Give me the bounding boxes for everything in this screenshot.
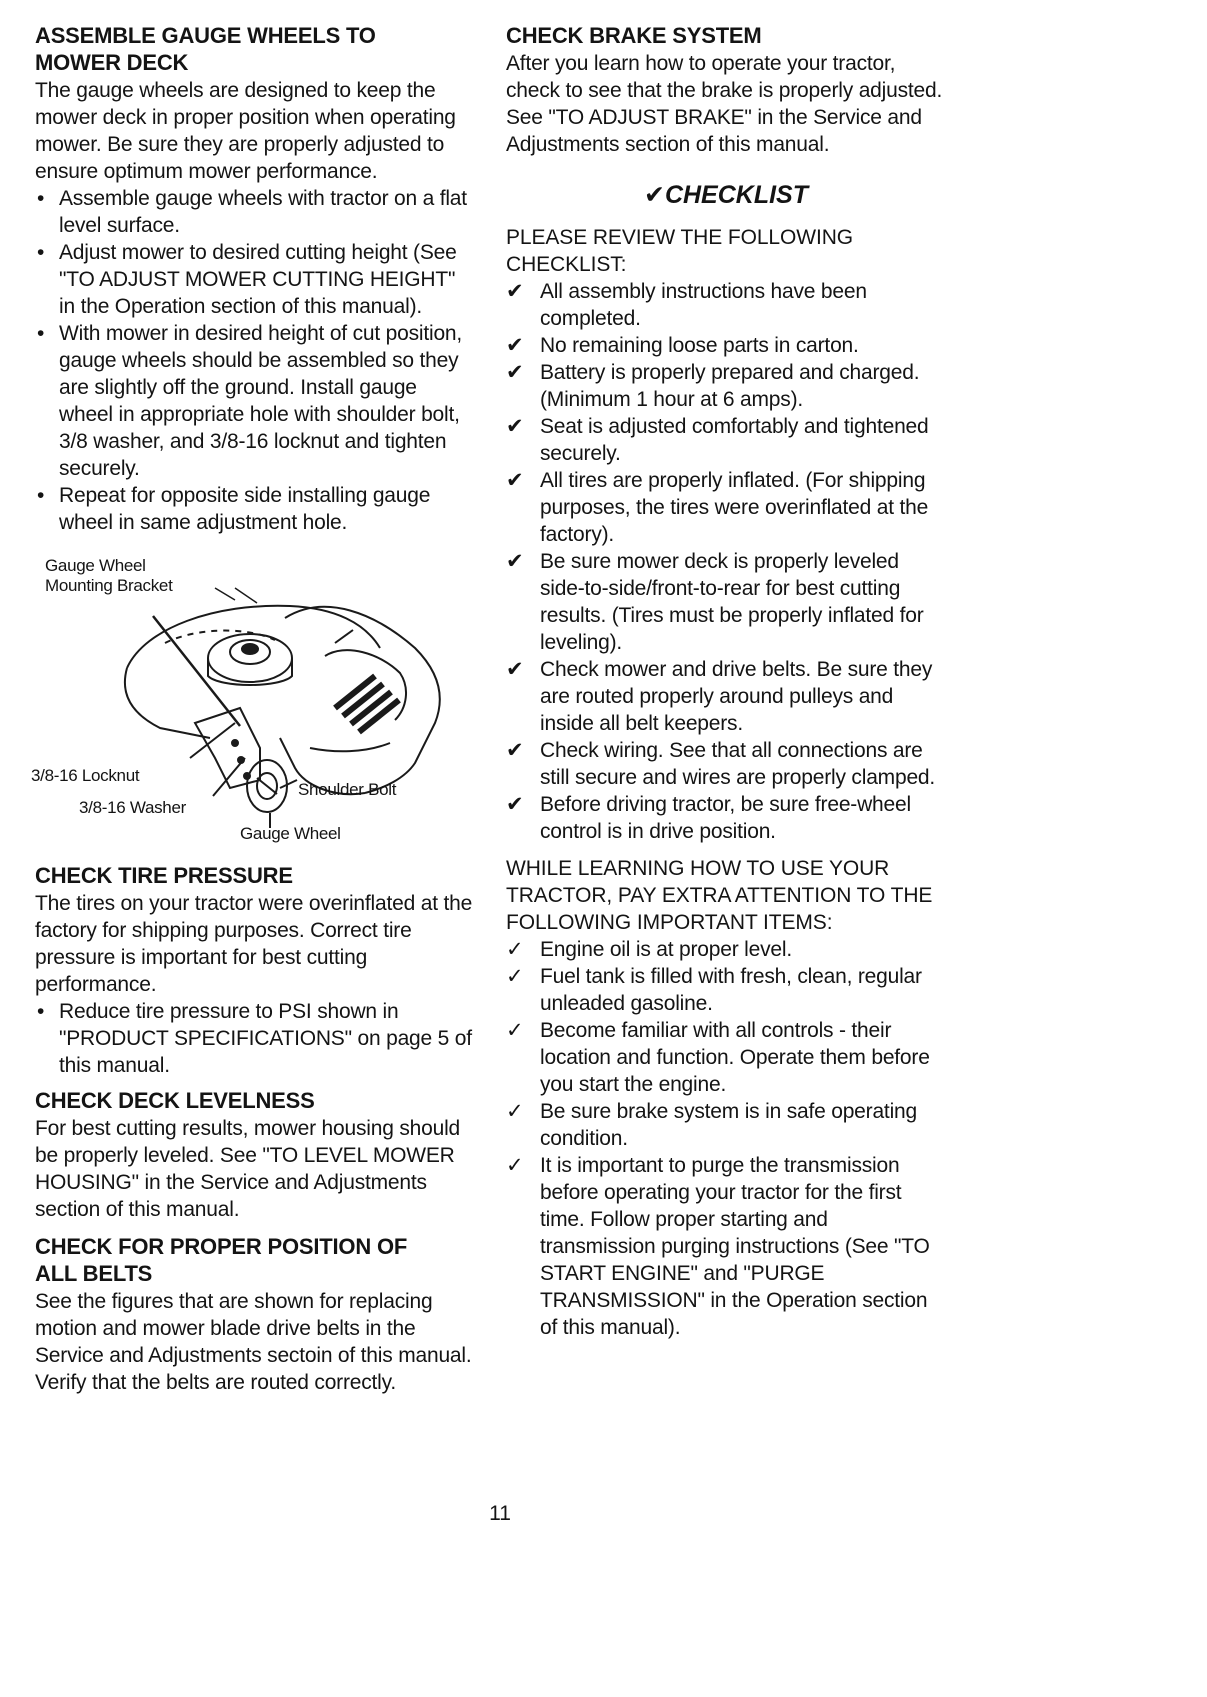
gauge-wheels-intro: The gauge wheels are designed to keep the mower deck in proper position when operating mower. Be sure they are properly adjusted to ensure optimum mower performance.: [35, 79, 456, 183]
learning-intro: WHILE LEARNING HOW TO USE YOUR TRACTOR, PAY EXTRA ATTENTION TO THE FOLLOWING IMPORTANT ITEMS:: [506, 857, 933, 934]
list-item: ✓ Fuel tank is filled with fresh, clean, regular unleaded gasoline.: [506, 965, 922, 1015]
list-item: ✔ Check wiring. See that all connections are still secure and wires are properly clamped.: [506, 739, 936, 789]
check-mark-icon: ✔: [506, 550, 524, 573]
check-mark-icon: ✔: [506, 334, 524, 357]
check-mark-icon: ✔: [506, 469, 524, 492]
list-item: ✔ All tires are properly inflated. (For shipping purposes, the tires were overinflated at the factory).: [506, 469, 929, 546]
list-item: • With mower in desired height of cut position, gauge wheels should be assembled so they are slightly off the ground. Install gauge wheel in appropriate hole with shoulder bolt, 3/8 washer, and 3/8-16 locknut and tighten securely.: [37, 322, 463, 480]
check-mark-icon: ✔: [643, 181, 665, 209]
tick-icon: ✓: [506, 1019, 524, 1042]
tire-pressure-steps: [35, 998, 475, 1079]
check-mark-icon: ✔: [506, 658, 524, 681]
tick-icon: ✓: [506, 1100, 524, 1123]
list-item: ✔ Be sure mower deck is properly leveled side-to-side/front-to-rear for best cutting results. (Tires must be properly inflated for leveling).: [506, 550, 924, 654]
figure-label-wheel: Gauge Wheel: [240, 824, 341, 843]
figure-label-washer: 3/8-16 Washer: [79, 798, 186, 817]
figure-label-bolt: Shoulder Bolt: [298, 780, 397, 799]
check-mark-icon: ✔: [506, 415, 524, 438]
check-mark-icon: ✔: [506, 280, 524, 303]
list-item: • Assemble gauge wheels with tractor on a flat level surface.: [37, 187, 467, 237]
checklist-title: ✔CHECKLIST: [643, 181, 808, 209]
page-number: 11: [489, 1502, 511, 1525]
bullet-icon: •: [37, 241, 45, 264]
checklist-intro: PLEASE REVIEW THE FOLLOWING CHECKLIST:: [506, 226, 853, 276]
list-item: ✔ Battery is properly prepared and charged. (Minimum 1 hour at 6 amps).: [506, 361, 920, 411]
deck-levelness-body: For best cutting results, mower housing should be properly leveled. See "TO LEVEL MOWER HOUSING" in the Service and Adjustments section of this manual.: [35, 1117, 461, 1221]
list-item: • Repeat for opposite side installing gauge wheel in same adjustment hole.: [37, 484, 431, 534]
gauge-wheels-heading: ASSEMBLE GAUGE WHEELS TO MOWER DECK: [35, 23, 376, 75]
list-item: ✓ Be sure brake system is in safe operating condition.: [506, 1100, 917, 1150]
tire-pressure-body: The tires on your tractor were overinflated at the factory for shipping purposes. Correct tire pressure is important for best cutting performance.: [35, 892, 473, 996]
check-mark-icon: ✔: [506, 361, 524, 384]
list-item: • Adjust mower to desired cutting height (See "TO ADJUST MOWER CUTTING HEIGHT" in the Operation section of this manual).: [37, 241, 457, 318]
bullet-icon: •: [37, 187, 45, 210]
list-item: ✓ It is important to purge the transmission before operating your tractor for the first time. Follow proper starting and transmission purging instructions (See "TO START ENGINE" and "PURGE TRANSMISSION" in the Operation section of this manual).: [506, 1154, 930, 1339]
list-item: ✔ Seat is adjusted comfortably and tightened securely.: [506, 415, 929, 465]
tick-icon: ✓: [506, 965, 524, 988]
deck-levelness-heading: CHECK DECK LEVELNESS: [35, 1088, 315, 1113]
belts-heading: CHECK FOR PROPER POSITION OF ALL BELTS: [35, 1234, 408, 1286]
list-item: • Reduce tire pressure to PSI shown in "PRODUCT SPECIFICATIONS" on page 5 of this manual.: [37, 1000, 472, 1077]
check-mark-icon: ✔: [506, 793, 524, 816]
list-item: ✔ No remaining loose parts in carton.: [506, 334, 859, 357]
bullet-icon: •: [37, 322, 45, 345]
check-mark-icon: ✔: [506, 739, 524, 762]
bullet-icon: •: [37, 1000, 45, 1023]
spindle-housing: [208, 634, 292, 682]
brake-body: After you learn how to operate your tractor, check to see that the brake is properly adjusted. See "TO ADJUST BRAKE" in the Service and Adjustments section of this manual.: [506, 52, 943, 156]
list-item: ✓ Become familiar with all controls - their location and function. Operate them before you start the engine.: [506, 1019, 930, 1096]
brake-heading: CHECK BRAKE SYSTEM: [506, 23, 762, 48]
list-item: ✓ Engine oil is at proper level.: [506, 938, 792, 961]
belts-body: See the figures that are shown for replacing motion and mower blade drive belts in the Service and Adjustments sectoin of this manual. Verify that the belts are routed correctly.: [35, 1290, 472, 1394]
tick-icon: ✓: [506, 1154, 524, 1177]
tick-icon: ✓: [506, 938, 524, 961]
list-item: ✔ Before driving tractor, be sure free-wheel control is in drive position.: [506, 793, 911, 843]
list-item: ✔ All assembly instructions have been completed.: [506, 280, 867, 330]
learning-items: [506, 936, 946, 1341]
tire-pressure-heading: CHECK TIRE PRESSURE: [35, 863, 293, 888]
left-column: [31, 22, 475, 1396]
checklist-items: [506, 278, 946, 845]
bullet-icon: •: [37, 484, 45, 507]
list-item: ✔ Check mower and drive belts. Be sure they are routed properly around pulleys and inside all belt keepers.: [506, 658, 933, 735]
right-column: [506, 22, 946, 1341]
figure-label-bracket: Gauge Wheel Mounting Bracket: [45, 556, 173, 595]
gauge-wheel-figure: [31, 548, 475, 848]
gauge-wheels-steps: [35, 185, 475, 536]
figure-label-locknut: 3/8-16 Locknut: [31, 766, 140, 785]
